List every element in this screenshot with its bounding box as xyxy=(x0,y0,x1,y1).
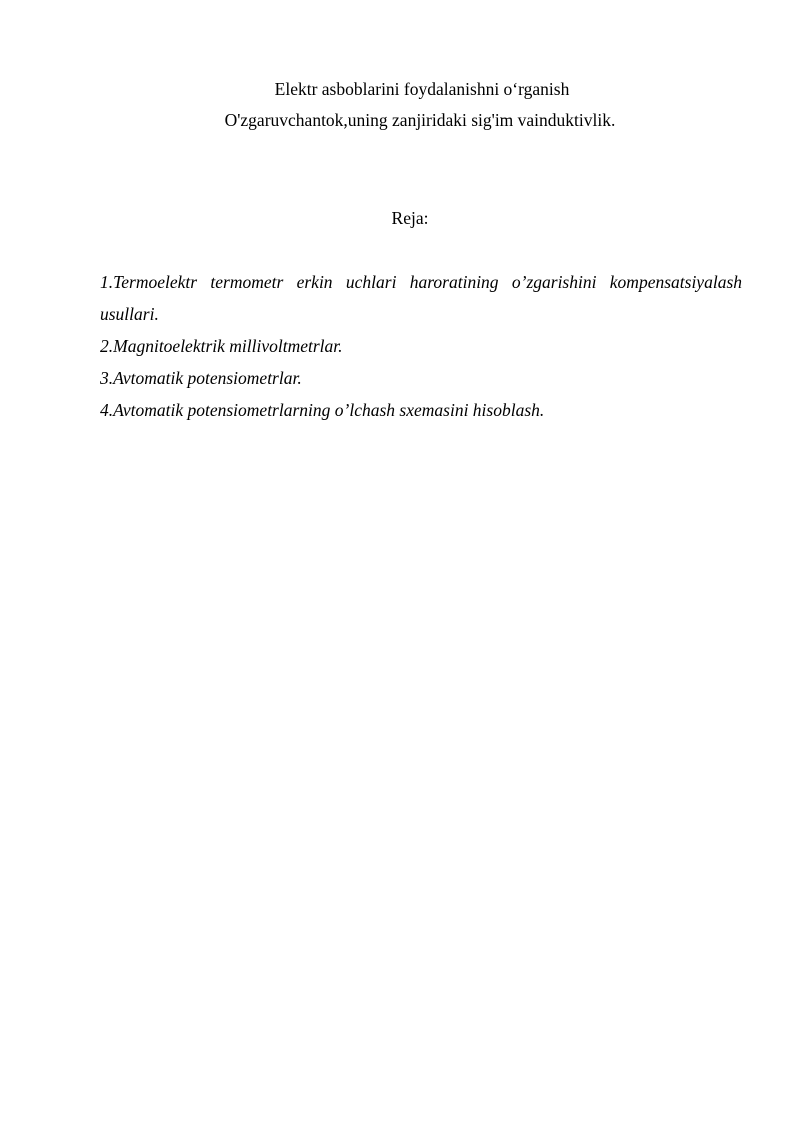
plan-item-1: 1.Termoelektr termometr erkin uchlari haroratining o’zgarishini kompensatsiyalash usullari. xyxy=(100,272,742,324)
plan-item-2: 2.Magnitoelektrik millivoltmetrlar. xyxy=(100,336,343,356)
plan-item-3: 3.Avtomatik potensiometrlar. xyxy=(100,368,302,388)
document-title: Elektr asboblarini foydalanishni o‘rganish xyxy=(274,79,570,99)
plan-item-4: 4.Avtomatik potensiometrlarning o’lchash sxemasini hisoblash. xyxy=(100,400,545,420)
plan-list xyxy=(100,266,742,426)
document-subtitle: O'zgaruvchantok,uning zanjiridaki sig'im vainduktivlik. xyxy=(224,110,616,130)
plan-heading: Reja: xyxy=(391,208,429,228)
